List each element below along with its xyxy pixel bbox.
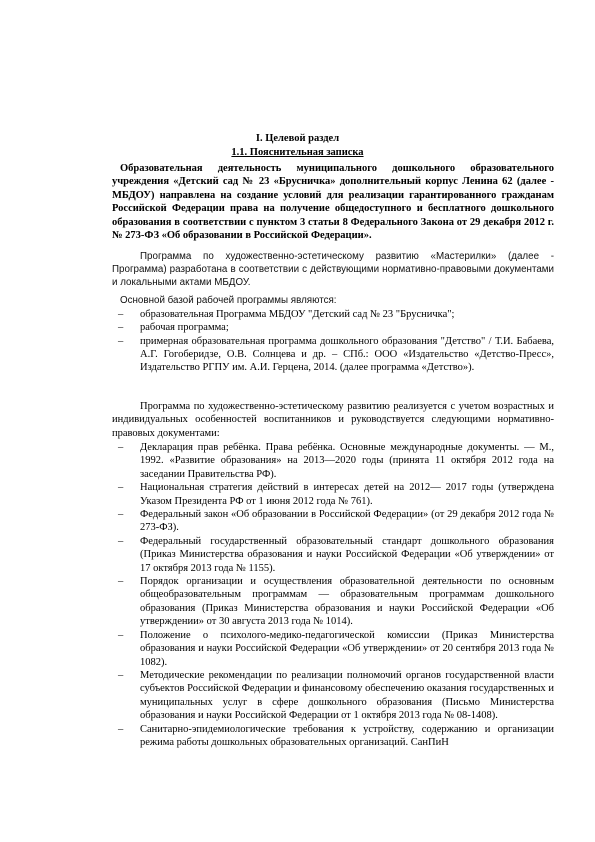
intro-paragraph: Образовательная деятельность муниципального дошкольного образовательного учреждения «Детский сад № 23 «Брусничка» дополнительный корпус Ленина 62 (далее - МБДОУ) направлена на создание условий для реализации гарантированного гражданам Российской Федерации права на получение общедоступного и бесплатного дошкольного образования в соответствии с пунктом 3 статьи 8 Федерального Закона от 29 декабря 2012 г. № 273-ФЗ «Об образовании в Российской Федерации». — [112, 163, 554, 242]
document-item: – Национальная стратегия действий в интересах детей на 2012— 2017 годы (утверждена Указом Президента РФ от 1 июня 2012 года № 761). — [118, 482, 554, 507]
dash-marker: – — [118, 669, 124, 681]
dash-marker: – — [118, 576, 124, 588]
intro-block — [112, 162, 554, 242]
document-item: – Федеральный закон «Об образовании в Российской Федерации» (от 29 декабря 2012 года № 273-ФЗ). — [118, 509, 554, 534]
basis-item: – образовательная Программа МБДОУ "Детский сад № 23 "Брусничка"; — [118, 308, 455, 320]
subsection-heading-text: 1.1. Пояснительная записка — [231, 147, 364, 158]
documents-block — [112, 441, 554, 749]
dash-marker: – — [118, 322, 124, 334]
dash-marker: – — [118, 482, 124, 494]
document-item: – Санитарно-эпидемиологические требования к устройству, содержанию и организации режима работы дошкольных образовательных организаций. СанПиН — [118, 723, 554, 748]
document-item: – Порядок организации и осуществления образовательной деятельности по основным общеобразовательным программам — образовательным программам дошкольного образования (Приказ Министерства образования и науки Российской Федерации «Об утверждении» от 30 августа 2013 года № 1014). — [118, 576, 554, 628]
dash-marker: – — [118, 442, 124, 453]
document-item: – Декларация прав ребёнка. Права ребёнка. Основные международные документы. — М., 1992. «Развитие образования» на 2013—2020 годы (принята 11 октября 2012 года на заседании Правительства РФ). — [118, 442, 554, 480]
program-paragraph: Программа по художественно-эстетическому развитию «Мастерилки» (далее - Программа) разработана в соответствии с действующими нормативно-правовыми документами и локальными актами МБДОУ. — [112, 251, 554, 288]
documents-list — [112, 441, 554, 749]
document-item: – Методические рекомендации по реализации полномочий органов государственной власти субъектов Российской Федерации и финансовому обеспечению оказания государственных и муниципальных услуг в сфере дошкольного образования (Письмо Министерства образования и науки Российской Федерации от 1 октября 2013 года № 08-1408). — [118, 669, 554, 722]
basis-item: – примерная образовательная программа дошкольного образования "Детство" / Т.И. Бабаева, А.Г. Гогоберидзе, О.В. Солнцева и др. – СПб.: ООО «Издательство «Детство-Пресс», Издательство РГПУ им. А.И. Герцена, 2014. (далее программа «Детство»). — [118, 335, 554, 374]
dash-marker: – — [118, 335, 124, 347]
program-block — [112, 251, 554, 289]
dash-marker: – — [118, 509, 124, 521]
document-item: – Федеральный государственный образовательный стандарт дошкольного образования (Приказ Министерства образования и науки Российской Федерации «Об утверждении» от 17 октября 2013 года № 1155). — [118, 535, 554, 574]
realization-paragraph: Программа по художественно-эстетическому развитию реализуется с учетом возрастных и индивидуальных особенностей воспитанников и руководствуется следующими нормативно-правовых документами: — [112, 401, 554, 439]
basis-item: – рабочая программа; — [118, 322, 229, 334]
basis-block — [112, 295, 554, 375]
dash-marker: – — [118, 308, 124, 320]
basis-list — [112, 308, 554, 375]
subsection-heading — [0, 147, 595, 159]
section-heading: I. Целевой раздел — [255, 133, 340, 144]
dash-marker: – — [118, 535, 124, 547]
realization-block — [112, 400, 554, 440]
basis-heading: Основной базой рабочей программы являются: — [120, 295, 337, 306]
document-item: – Положение о психолого-медико-педагогической комиссии (Приказ Министерства образования и науки Российской Федерации «Об утверждении» от 20 сентября 2013 года № 1082). — [118, 629, 554, 668]
dash-marker: – — [118, 629, 124, 641]
dash-marker: – — [118, 723, 124, 735]
